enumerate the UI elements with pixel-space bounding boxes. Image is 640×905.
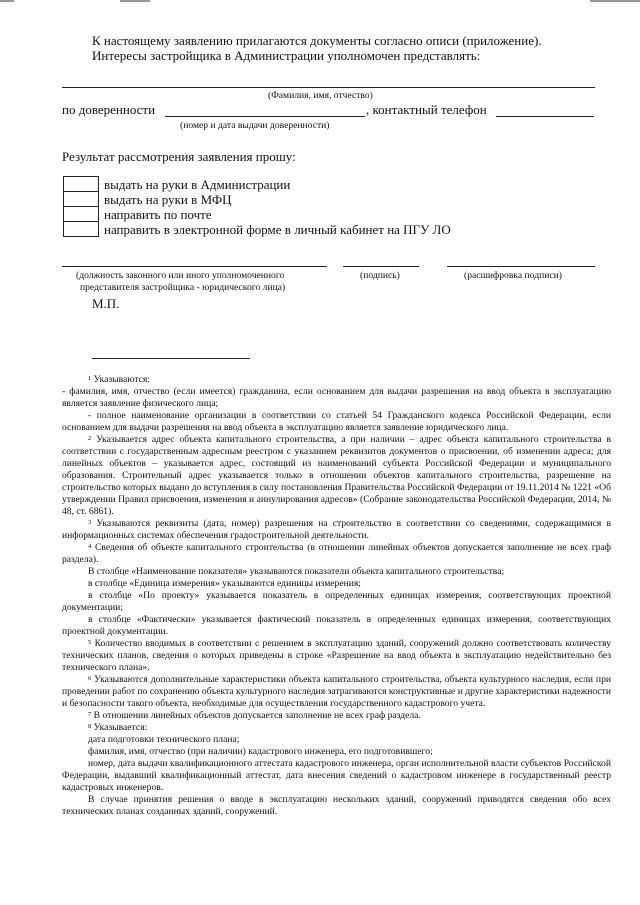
signature-field[interactable]: [343, 266, 419, 267]
signature-caption: (подпись): [360, 270, 400, 281]
option-checkbox-electronic[interactable]: [63, 221, 99, 237]
by-proxy-label: по доверенности: [62, 102, 156, 117]
footnote-5-marker: 5: [88, 639, 92, 646]
footnote-4: $^4$ Сведения об объекте капитального строительства (в отношении линейных объектов допускается заполнение не всех граф раздела).: [62, 542, 612, 565]
option-label-mail: направить по почте: [104, 207, 212, 222]
scan-artifact: [120, 0, 150, 2]
footnote-4b: в столбце «Единица измерения» указываются единицы измерения;: [88, 578, 361, 589]
footnote-4-marker: 4: [88, 543, 92, 550]
footnote-8c: номер, дата выдачи квалификационного аттестата кадастрового инженера, орган исполнительной власти субъектов Российской Федерации, выдавший квалификационный аттестат, дата внесения сведений о кадастровом инженере в государственный реестр кадастровых инженеров.: [62, 758, 611, 793]
proxy-caption: (номер и дата выдачи доверенности): [180, 120, 330, 131]
footnote-separator: [92, 358, 250, 359]
intro-line-1: К настоящему заявлению прилагаются документы согласно описи (приложение).: [92, 33, 542, 48]
footnote-1a: - фамилия, имя, отчество (если имеется) гражданина, если основанием для выдачи разрешения на ввод объекта в эксплуатацию является заявление физического лица;: [62, 386, 611, 409]
stamp-label: М.П.: [92, 296, 120, 311]
contact-phone-label: , контактный телефон: [366, 102, 487, 117]
scan-artifact: [590, 0, 640, 2]
footnote-8-marker: 8: [88, 723, 92, 730]
footnote-1-marker: 1: [88, 375, 92, 382]
fio-caption: (Фамилия, имя, отчество): [268, 90, 373, 101]
footnote-1b: - полное наименование организации в соответствии со статьей 54 Гражданского кодекса Российской Федерации, если основанием для выдачи разрешения на ввод объекта в эксплуатацию является заявление юридического лица.: [62, 410, 611, 433]
footnote-4c: в столбце «По проекту» указывается показатель в определенных единицах измерения, соответствующих проектной документации;: [62, 590, 611, 613]
decode-caption: (расшифровка подписи): [464, 270, 562, 281]
footnote-8a: дата подготовки технического плана;: [88, 734, 240, 745]
option-label-administration: выдать на руки в Администрации: [104, 177, 291, 192]
footnote-3: $^3$ Указываются реквизиты (дата, номер) разрешения на строительство в соответствии со сведениями, содержащимися в информационных системах обеспечения градостроительной деятельности.: [62, 518, 611, 541]
footnote-7: $^7$ В отношении линейных объектов допускается заполнение не всех граф раздела.: [88, 710, 421, 721]
footnote-7-marker: 7: [88, 711, 92, 718]
footnote-2-marker: 2: [88, 435, 92, 442]
contact-phone-field[interactable]: [496, 116, 594, 117]
scan-artifact: [0, 0, 14, 2]
proxy-number-field[interactable]: [165, 116, 365, 117]
footnote-3-marker: 3: [88, 519, 92, 526]
footnote-8-head: $^8$ Указывается:: [88, 722, 148, 733]
option-checkbox-administration[interactable]: [63, 176, 99, 192]
option-label-mfc: выдать на руки в МФЦ: [104, 192, 232, 207]
footnote-5: $^5$ Количество вводимых в соответствии с решением в эксплуатацию зданий, сооружений должно соответствовать количеству технических планов, сведения о которых приведены в строке «Разрешение на ввод объекта в эксплуатацию недействительно без технического плана».: [62, 638, 611, 673]
footnote-1-head: $^1$ Указываются:: [88, 374, 150, 385]
footnote-8d: В случае принятия решения о вводе в эксплуатацию нескольких зданий, сооружений приводятся сведения обо всех технических планах созданных зданий, сооружений.: [62, 794, 611, 817]
result-heading: Результат рассмотрения заявления прошу:: [62, 149, 296, 164]
footnote-6: $^6$ Указываются дополнительные характеристики объекта капитального строительства, объекта культурного наследия, если при проведении работ по сохранению объекта культурного наследия затрагиваются конструктивные и другие характеристики надежности и безопасности такого объекта, необходимые для осуществления государственного кадастрового учета.: [62, 674, 611, 709]
position-caption-1: (должность законного или иного уполномоченного: [76, 270, 285, 281]
position-field[interactable]: [62, 266, 327, 267]
option-checkbox-mail[interactable]: [63, 206, 99, 222]
footnote-6-marker: 6: [88, 675, 92, 682]
intro-line-2: Интересы застройщика в Администрации уполномочен представлять:: [92, 48, 481, 63]
footnote-2: $^2$ Указывается адрес объекта капитального строительства, а при наличии – адрес объекта капитального строительства в соответствии с государственным адресным реестром с указанием реквизитов документов о присвоении, об изменении адреса; для линейных объектов – указывается адрес, состоящий из наименований субъекта Российской Федерации и муниципального образования. Строительный адрес указывается только в отношении объектов капитального строительства, разрешение на строительство которых выдано до вступления в силу постановления Правительства Российской Федерации от 19.11.2014 № 1221 «Об утверждении Правил присвоения, изменения и аннулирования адресов» (Собрание законодательства Российской Федерации, 2014, № 48, ст. 6861).: [62, 434, 611, 517]
footnote-8b: фамилия, имя, отчество (при наличии) кадастрового инженера, его подготовившего;: [88, 746, 433, 757]
signature-decode-field[interactable]: [447, 266, 595, 267]
representative-name-field[interactable]: [62, 87, 595, 88]
footnote-4a: В столбце «Наименование показателя» указываются показатели объекта капитального строительства;: [88, 566, 505, 577]
option-label-electronic: направить в электронной форме в личный кабинет на ПГУ ЛО: [104, 222, 451, 237]
footnote-4d: в столбце «Фактически» указывается фактический показатель в определенных единицах измерения, соответствующих проектной документации.: [62, 614, 611, 637]
position-caption-2: представителя застройщика - юридического лица): [80, 282, 286, 293]
option-checkbox-mfc[interactable]: [63, 191, 99, 207]
footnotes: [62, 374, 611, 818]
